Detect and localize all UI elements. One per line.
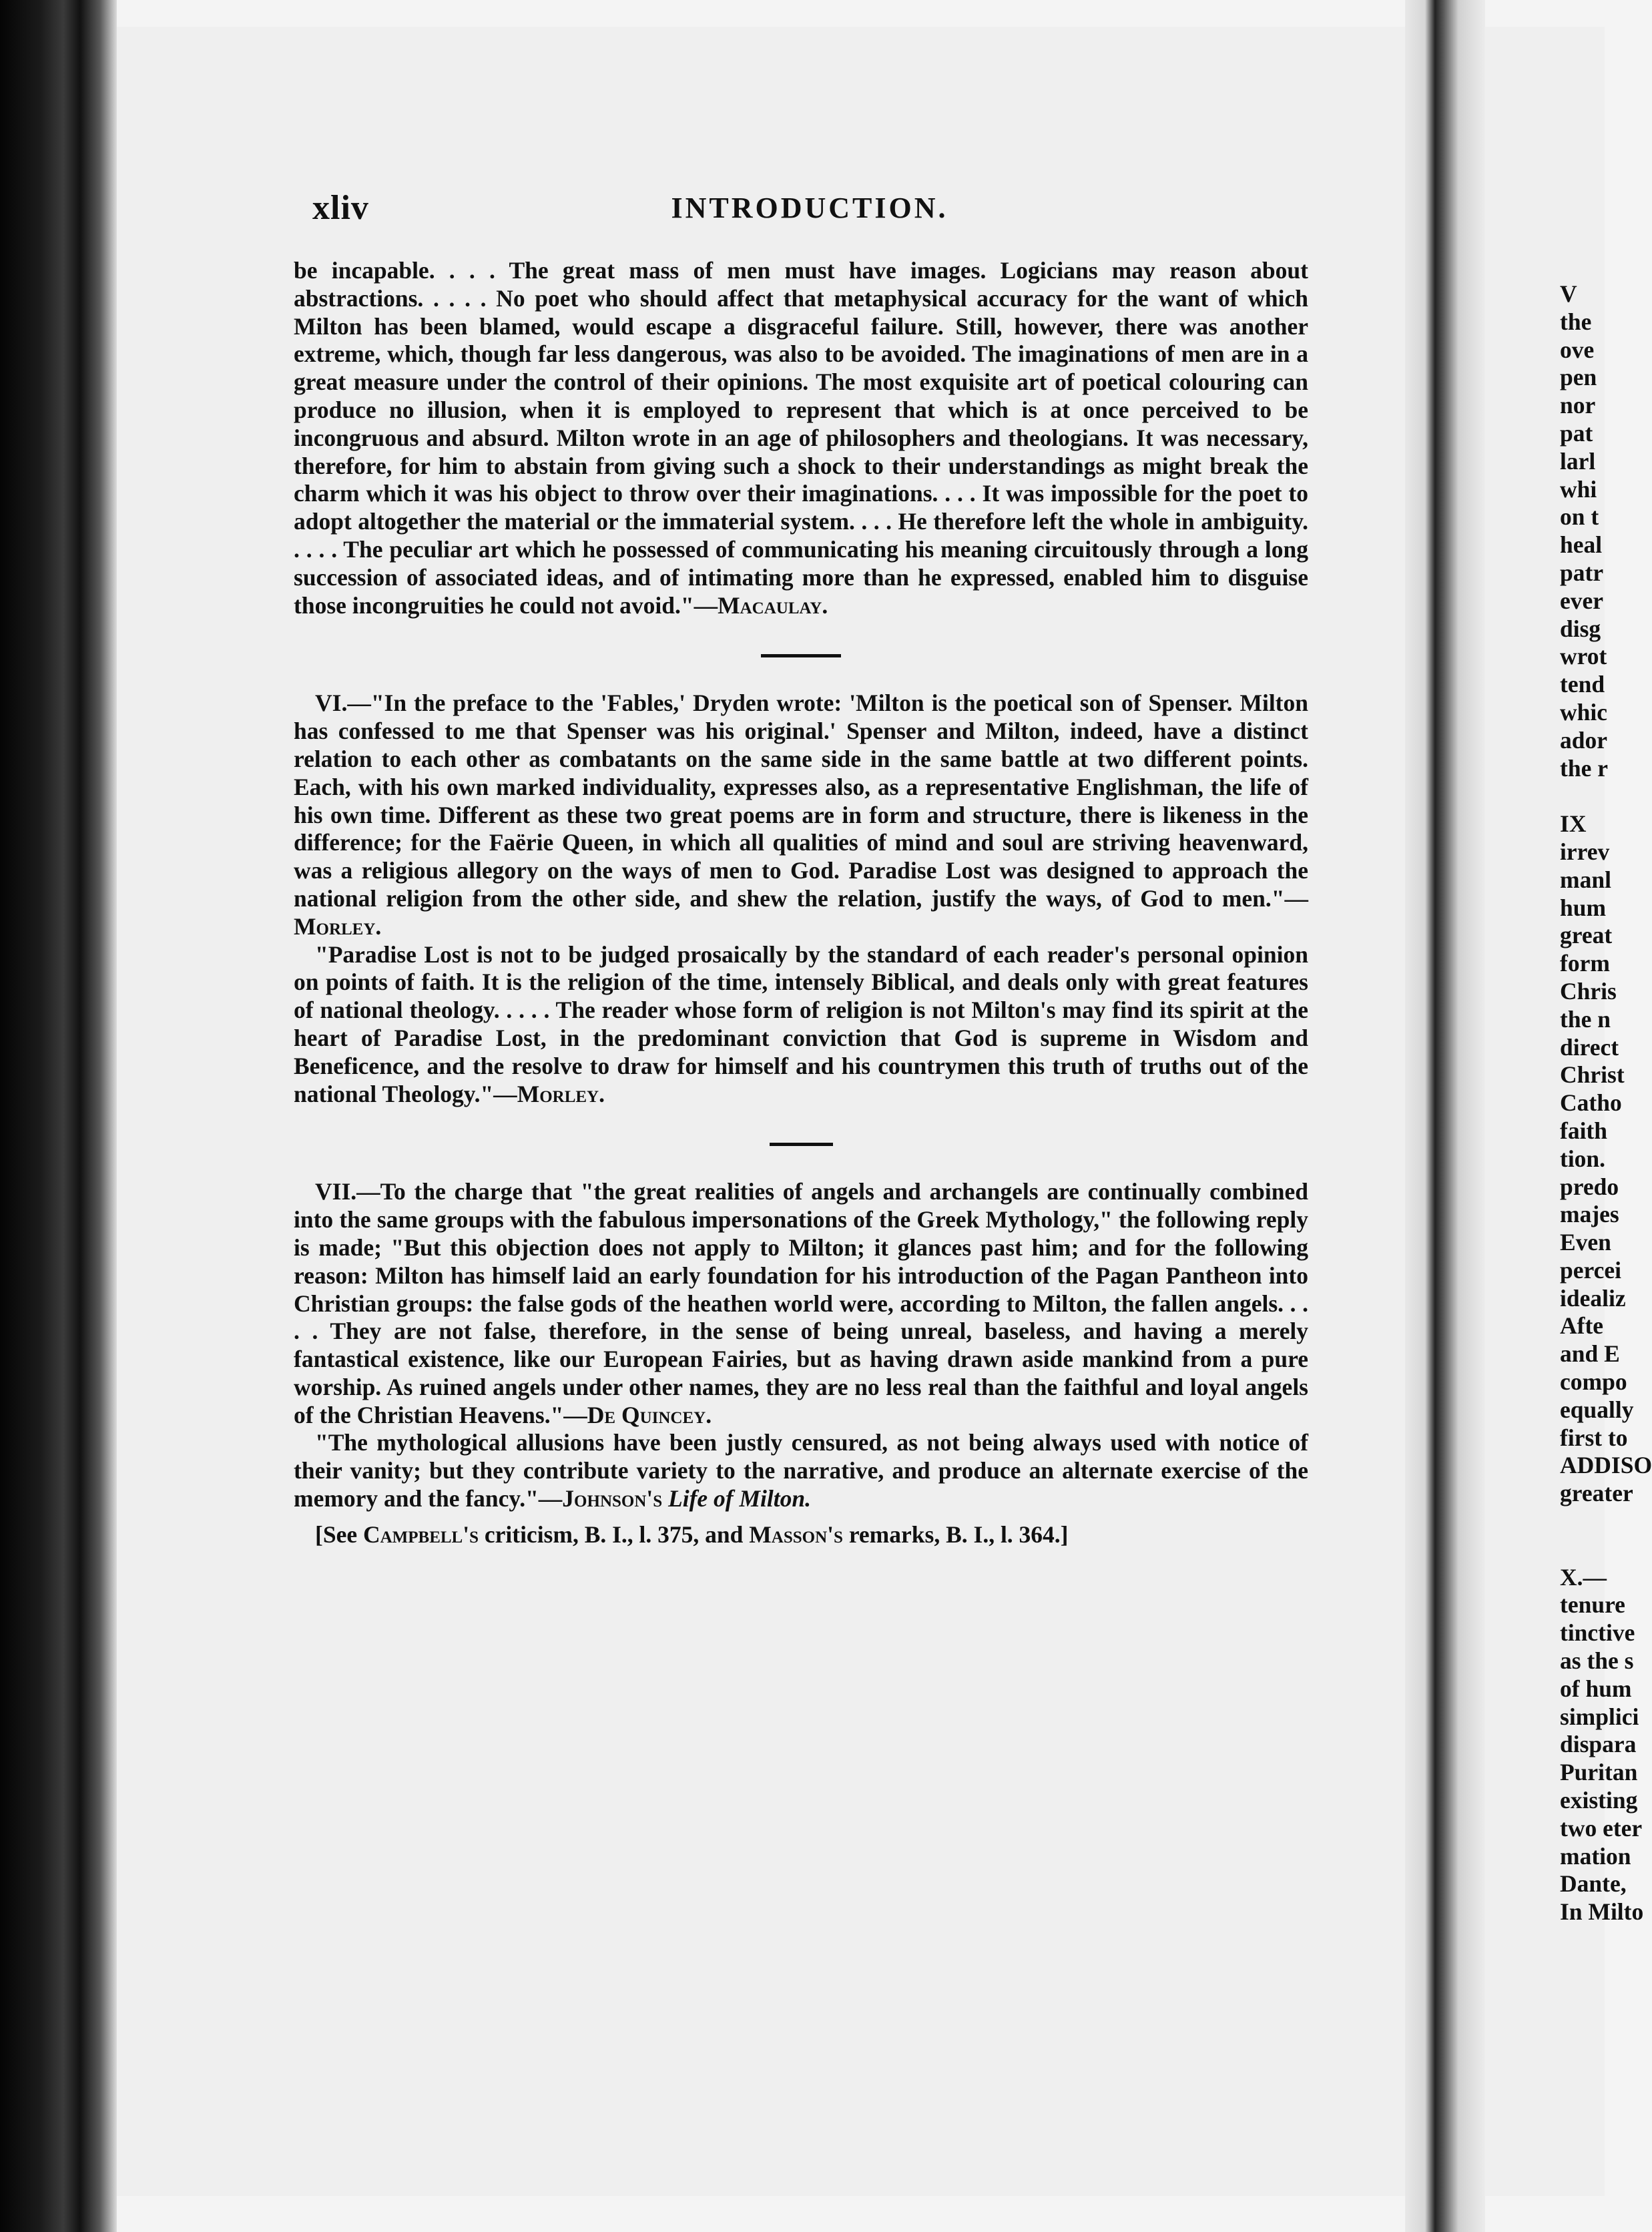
section-rule xyxy=(761,654,841,657)
right-page-line: and E xyxy=(1560,1340,1620,1368)
johnson-work-title: Life of Milton. xyxy=(668,1485,812,1512)
right-page-line: the xyxy=(1560,308,1592,335)
macaulay-quote: be incapable. . . . The great mass of men must have images. Logicians may reason about abstractions. . . . . No poet who should affect that metaphysical accuracy for the want of which Milton has been blamed, would escape a disgraceful failure. Still, however, there was another extreme, which, though far less dangerous, was also to be avoided. The imaginations of men are in a great measure under the control of their opinions. The most exquisite art of poetical colouring can produce no illusion, when it is employed to represent that which is at once perceived to be incongruous and absurd. Milton wrote in an age of philosophers and theologians. It was necessary, therefore, for him to abstain from giving such a shock to their understandings as might break the charm which it was his object to throw over their imaginations. . . . It was impossible for the poet to adopt altogether the material or the immaterial system. . . . He therefore left the whole in ambiguity. . . . . The peculiar art which he possessed of communicating his meaning circuitously through a long succession of associated ideas, and of intimating more than he expressed, enabled him to disguise those incongruities he could not avoid."—Macaulay. xyxy=(294,257,1308,619)
right-page-line: equally xyxy=(1560,1396,1634,1423)
right-page-line: irrev xyxy=(1560,838,1610,865)
right-page-line: greater xyxy=(1560,1480,1633,1507)
right-page-line: tend xyxy=(1560,671,1605,698)
right-page-line: faith xyxy=(1560,1117,1607,1144)
right-page-line: Puritan xyxy=(1560,1759,1638,1786)
right-page-line: whi xyxy=(1560,475,1597,503)
section-vi-paragraph: VI.—"In the preface to the 'Fables,' Dryden wrote: 'Milton is the poetical son of Spenser. Milton has confessed to me that Spenser was his original.' Spenser and Milton, indeed, have a distinct relation to each other as combatants on the same side in the same battle at two different points. Each, with his own marked individuality, expresses also, as a representative Englishman, the life of his own time. Different as these two great poems are in form and structure, there is likeness in the difference; for the Faërie Queen, in which all qualities of mind and soul are striving heavenward, was a religious allegory on the ways of men to God. Paradise Lost was designed to approach the national religion from the other side, and shew the relation, justify the ways, of God to men."—Morley. xyxy=(294,689,1308,940)
right-page-line: existing xyxy=(1560,1787,1638,1814)
right-page-line: IX xyxy=(1560,810,1587,838)
right-page-line: manl xyxy=(1560,866,1611,893)
right-page-line: In Milto xyxy=(1560,1898,1644,1926)
right-page-line: tinctive xyxy=(1560,1619,1635,1647)
right-page-line: Dante, xyxy=(1560,1870,1627,1898)
right-page-line: direct xyxy=(1560,1033,1619,1061)
right-page-line: patr xyxy=(1560,559,1604,586)
book-gutter xyxy=(1405,0,1485,2232)
right-page-line: wrot xyxy=(1560,643,1607,670)
right-page-line: tion. xyxy=(1560,1145,1606,1172)
right-page-line: great xyxy=(1560,922,1613,949)
right-page-line: form xyxy=(1560,950,1610,977)
right-page-line: ADDISO xyxy=(1560,1452,1652,1479)
right-page-line xyxy=(1560,1536,1607,1564)
right-page-line: simplici xyxy=(1560,1703,1639,1730)
attribution-de-quincey: De Quincey. xyxy=(587,1401,712,1428)
section-vii-paragraph: VII.—To the charge that "the great realities of angels and archangels are continually combined into the same groups with the fabulous impersonations of the Greek Mythology," the following reply is made; "But this objection does not apply to Milton; it glances past him; and for the following reason: Milton has himself laid an early foundation for his introduction of the Pagan Pantheon into Christian groups: the false gods of the heathen world were, according to Milton, the fallen angels. . . . . They are not false, therefore, in the sense of being unreal, baseless, and having a merely fantastical existence, like our European Fairies, but as having drawn aside mankind from a pure worship. As ruined angels under other names, they are no less real than the faithful and loyal angels of the Christian Heavens."—De Quincey. xyxy=(294,1178,1308,1428)
section-vi-paragraph-2: "Paradise Lost is not to be judged prosaically by the standard of each reader's personal opinion on points of faith. It is the religion of the time, intensely Biblical, and deals only with great features of national theology. . . . . The reader whose form of religion is not Milton's may find its spirit at the heart of Paradise Lost, in the predominant conviction that God is supreme in Wisdom and Beneficence, and the resolve to draw for himself and his countrymen this truth of truths out of the national Theology."—Morley. xyxy=(294,940,1308,1107)
running-head: INTRODUCTION. xyxy=(671,192,948,224)
editorial-note: [See Campbell's criticism, B. I., l. 375, and Masson's remarks, B. I., l. 364.] xyxy=(315,1520,1069,1548)
right-page-line: Even xyxy=(1560,1229,1611,1256)
right-page-line: tenure xyxy=(1560,1591,1625,1619)
right-page-line xyxy=(1560,1508,1607,1536)
page-header xyxy=(312,188,1307,228)
attribution-morley-1: Morley. xyxy=(294,912,382,940)
right-page-line: Afte xyxy=(1560,1312,1604,1340)
right-page-line: larl xyxy=(1560,447,1596,475)
right-page-line: pen xyxy=(1560,364,1597,391)
right-page-line: idealiz xyxy=(1560,1284,1626,1312)
right-page-line: first to xyxy=(1560,1424,1628,1451)
right-page-line: the n xyxy=(1560,1005,1611,1033)
right-page-line: dispara xyxy=(1560,1731,1637,1758)
book-page-edges xyxy=(0,0,117,2232)
right-page-line: Chris xyxy=(1560,977,1617,1005)
right-page-line: ever xyxy=(1560,587,1604,614)
right-page-line: on t xyxy=(1560,503,1599,531)
right-page-line: ador xyxy=(1560,726,1607,754)
johnson-quote: "The mythological allusions have been justly censured, as not being always used with notice of their vanity; but they contribute variety to the narrative, and produce an alternate exercise of the memory and the fancy."—Johnson's Life of Milton. xyxy=(294,1429,1308,1512)
right-page-line: as the s xyxy=(1560,1647,1634,1675)
right-page-line: majes xyxy=(1560,1201,1619,1228)
right-page-line: pat xyxy=(1560,419,1593,447)
attribution-morley-2: Morley. xyxy=(517,1080,605,1107)
right-page-line: V xyxy=(1560,280,1577,307)
attribution-macaulay: Macaulay. xyxy=(718,591,828,619)
right-page-line: heal xyxy=(1560,531,1603,559)
section-rule xyxy=(770,1143,833,1146)
right-page-line: hum xyxy=(1560,894,1607,921)
right-page-line: whic xyxy=(1560,698,1607,726)
main-text-column xyxy=(294,257,1308,1549)
page-number: xliv xyxy=(312,189,369,227)
right-page-line: Catho xyxy=(1560,1089,1622,1117)
right-page-line: two eter xyxy=(1560,1814,1643,1842)
right-page-line: compo xyxy=(1560,1368,1627,1396)
right-page-line: percei xyxy=(1560,1256,1621,1284)
right-page-line: Christ xyxy=(1560,1061,1625,1089)
right-page-line xyxy=(1560,782,1607,810)
right-page-line: disg xyxy=(1560,615,1601,642)
right-page-line: predo xyxy=(1560,1173,1619,1200)
right-page-text-fragments xyxy=(1560,280,1652,1926)
right-page-line: mation xyxy=(1560,1842,1631,1870)
right-page-line: X.— xyxy=(1560,1563,1607,1591)
right-page-line: of hum xyxy=(1560,1675,1632,1702)
right-page-line: ove xyxy=(1560,336,1595,363)
right-page-line: nor xyxy=(1560,392,1596,419)
attribution-johnson: Johnson's xyxy=(562,1485,663,1512)
right-page-line: the r xyxy=(1560,754,1608,782)
